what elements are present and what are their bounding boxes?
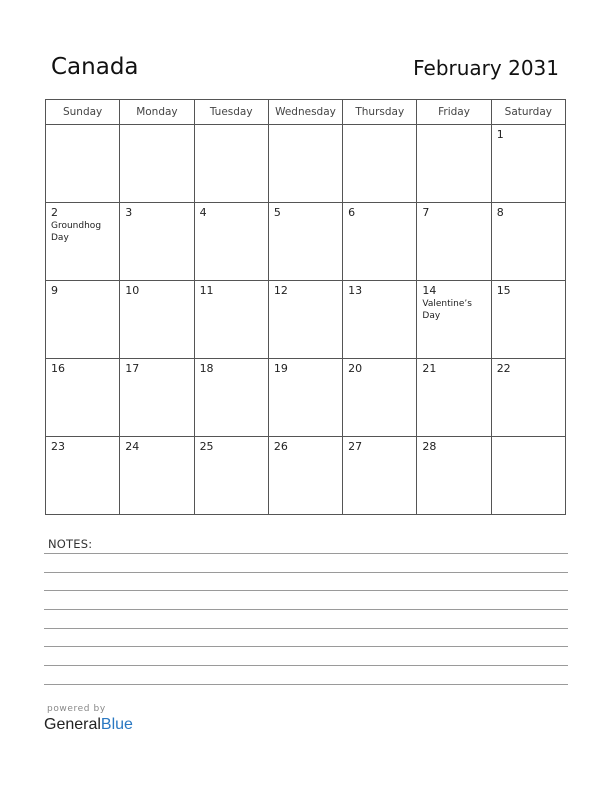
day-cell bbox=[194, 437, 268, 515]
day-cell bbox=[491, 203, 565, 281]
day-cell bbox=[46, 359, 120, 437]
day-number: 18 bbox=[199, 362, 214, 375]
day-number: 13 bbox=[348, 284, 363, 297]
day-cell bbox=[491, 437, 565, 515]
day-cell bbox=[343, 359, 417, 437]
day-number: 11 bbox=[199, 284, 214, 297]
day-cell bbox=[46, 203, 120, 281]
logo-general-text: General bbox=[44, 716, 101, 733]
day-number: 15 bbox=[496, 284, 511, 297]
day-cell bbox=[120, 125, 194, 203]
generalblue-logo bbox=[44, 716, 133, 734]
day-number: 7 bbox=[422, 206, 430, 219]
day-cell bbox=[46, 125, 120, 203]
day-cell bbox=[120, 203, 194, 281]
day-cell bbox=[194, 281, 268, 359]
day-number: 24 bbox=[125, 440, 140, 453]
week-row bbox=[46, 125, 566, 203]
day-number: 28 bbox=[422, 440, 437, 453]
day-cell bbox=[268, 359, 342, 437]
day-number bbox=[269, 125, 342, 128]
day-cell bbox=[120, 281, 194, 359]
day-number bbox=[120, 125, 193, 128]
week-row bbox=[46, 203, 566, 281]
day-number: 27 bbox=[348, 440, 363, 453]
note-line bbox=[44, 646, 568, 647]
day-cell bbox=[46, 281, 120, 359]
day-number: 20 bbox=[348, 362, 363, 375]
day-number: 23 bbox=[51, 440, 65, 453]
day-cell bbox=[417, 281, 491, 359]
note-line bbox=[44, 609, 568, 610]
day-cell bbox=[417, 203, 491, 281]
calendar-grid bbox=[45, 99, 566, 515]
day-number: 25 bbox=[199, 440, 214, 453]
notes-label: NOTES: bbox=[48, 537, 93, 551]
weekday-header: Saturday bbox=[491, 100, 565, 125]
day-number: 4 bbox=[199, 206, 207, 219]
month-year-title: February 2031 bbox=[413, 56, 559, 80]
note-line bbox=[44, 590, 568, 591]
day-cell bbox=[417, 125, 491, 203]
day-cell bbox=[268, 125, 342, 203]
day-number bbox=[46, 125, 119, 128]
day-cell bbox=[120, 359, 194, 437]
weekday-header: Thursday bbox=[343, 100, 417, 125]
day-number: 16 bbox=[51, 362, 65, 375]
weekday-header: Friday bbox=[417, 100, 491, 125]
day-number: 17 bbox=[125, 362, 140, 375]
weekday-header: Tuesday bbox=[194, 100, 268, 125]
week-row bbox=[46, 281, 566, 359]
day-cell bbox=[343, 437, 417, 515]
day-cell bbox=[417, 359, 491, 437]
day-cell bbox=[194, 203, 268, 281]
weekday-header: Sunday bbox=[46, 100, 120, 125]
note-line bbox=[44, 572, 568, 573]
day-number: 9 bbox=[51, 284, 58, 297]
day-number: 22 bbox=[496, 362, 511, 375]
day-cell bbox=[46, 437, 120, 515]
day-cell bbox=[194, 359, 268, 437]
day-number bbox=[343, 125, 416, 128]
day-number: 2 bbox=[51, 206, 58, 219]
holiday-label: Groundhog Day bbox=[51, 221, 102, 243]
day-number bbox=[195, 125, 268, 128]
weekday-header-row bbox=[46, 100, 566, 125]
day-cell bbox=[491, 281, 565, 359]
day-cell bbox=[268, 437, 342, 515]
day-cell bbox=[491, 125, 565, 203]
day-number: 19 bbox=[273, 362, 288, 375]
day-cell bbox=[491, 359, 565, 437]
day-cell bbox=[343, 125, 417, 203]
day-number: 26 bbox=[273, 440, 288, 453]
day-cell bbox=[194, 125, 268, 203]
day-number: 14 bbox=[422, 284, 437, 297]
day-number bbox=[492, 437, 565, 440]
week-row bbox=[46, 359, 566, 437]
day-cell bbox=[343, 203, 417, 281]
day-number bbox=[417, 125, 490, 128]
weekday-header: Monday bbox=[120, 100, 194, 125]
day-cell bbox=[417, 437, 491, 515]
day-number: 8 bbox=[496, 206, 504, 219]
note-line bbox=[44, 553, 568, 554]
country-title: Canada bbox=[51, 54, 139, 80]
day-number: 1 bbox=[496, 128, 504, 141]
day-number: 21 bbox=[422, 362, 437, 375]
day-cell bbox=[343, 281, 417, 359]
day-number: 12 bbox=[273, 284, 288, 297]
logo-blue-text: Blue bbox=[100, 716, 133, 733]
day-number: 5 bbox=[273, 206, 281, 219]
note-line bbox=[44, 684, 568, 685]
day-cell bbox=[268, 281, 342, 359]
day-number: 6 bbox=[348, 206, 356, 219]
powered-by-text: powered by bbox=[47, 704, 106, 714]
note-line bbox=[44, 665, 568, 666]
weekday-header: Wednesday bbox=[268, 100, 342, 125]
day-number: 3 bbox=[125, 206, 133, 219]
day-number: 10 bbox=[125, 284, 140, 297]
week-row bbox=[46, 437, 566, 515]
note-line bbox=[44, 628, 568, 629]
day-cell bbox=[120, 437, 194, 515]
holiday-label: Valentine’s Day bbox=[422, 299, 472, 321]
day-cell bbox=[268, 203, 342, 281]
